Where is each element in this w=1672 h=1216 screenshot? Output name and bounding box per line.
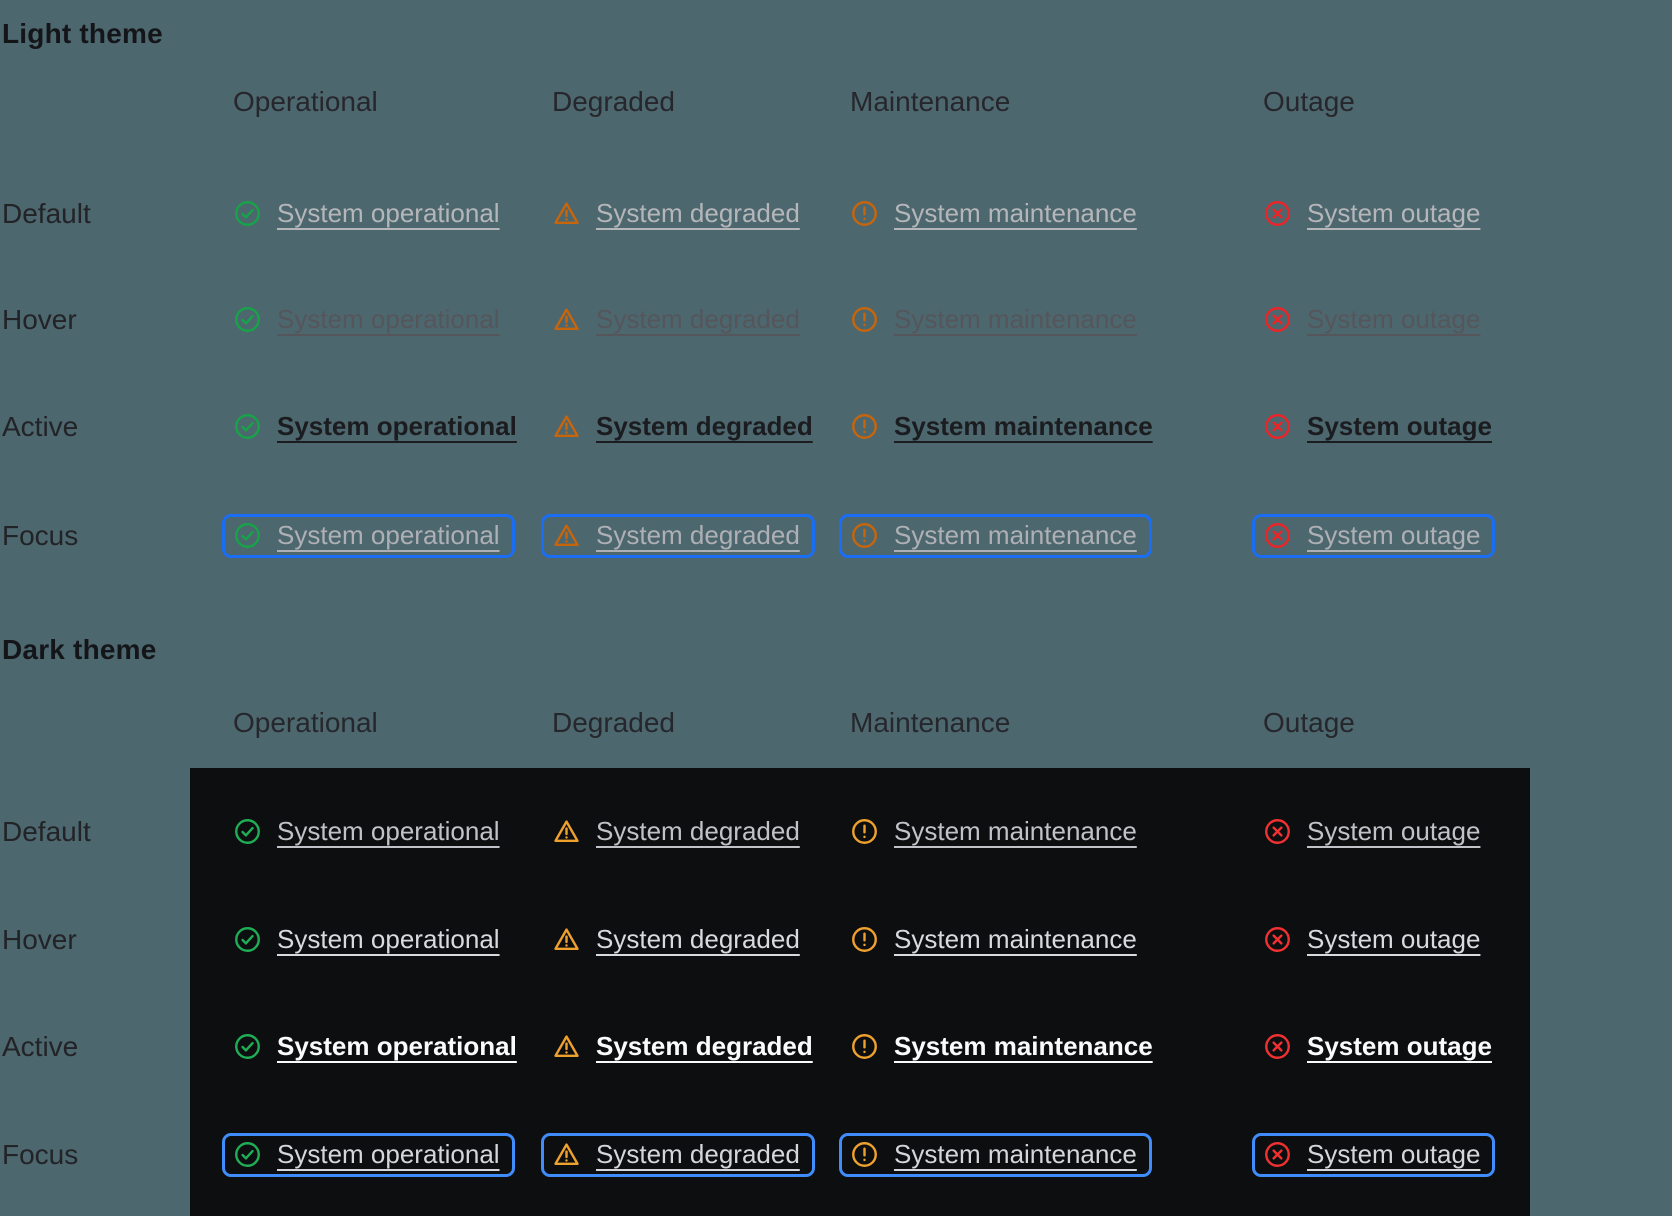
state-label-active: Active [2,411,79,442]
status-link-degraded-active[interactable] [552,404,828,450]
warning-triangle-icon [552,199,581,228]
alert-circle-icon [850,305,879,334]
alert-circle-icon [850,925,879,954]
column-header-operational: Operational [233,707,378,738]
alert-circle-icon [850,817,879,846]
light-theme-heading: Light theme [2,18,163,49]
check-circle-icon [233,1032,262,1061]
x-circle-icon [1263,925,1292,954]
check-circle-icon [233,1140,262,1169]
column-header-degraded: Degraded [552,86,675,117]
check-circle-icon [233,521,262,550]
status-link-label: System maintenance [894,198,1137,229]
x-circle-icon [1263,199,1292,228]
status-link-label: System operational [277,198,500,229]
status-link-operational-active[interactable] [233,404,532,450]
column-header-outage: Outage [1263,86,1355,117]
column-header-degraded: Degraded [552,707,675,738]
status-link-label: System degraded [596,520,800,551]
status-link-operational-active[interactable] [233,1024,532,1070]
status-link-label: System operational [277,1139,500,1170]
status-link-maintenance-active[interactable] [850,1024,1168,1070]
alert-circle-icon [850,1140,879,1169]
status-link-label: System operational [277,924,500,955]
status-link-label: System operational [277,411,517,442]
warning-triangle-icon [552,925,581,954]
status-link-label: System operational [277,304,500,335]
check-circle-icon [233,199,262,228]
column-header-operational: Operational [233,86,378,117]
status-link-outage-focus[interactable] [1263,513,1495,559]
light-hover-row [0,297,1672,343]
x-circle-icon [1263,817,1292,846]
status-link-operational-focus[interactable] [233,1132,515,1178]
x-circle-icon [1263,1140,1292,1169]
state-label-default: Default [2,198,91,229]
light-focus-row [0,513,1672,559]
status-link-operational-default[interactable] [233,191,515,237]
status-link-label: System maintenance [894,1031,1153,1062]
column-header-maintenance: Maintenance [850,86,1011,117]
light-active-row [0,404,1672,450]
status-link-degraded-focus[interactable] [552,513,815,559]
status-link-maintenance-focus[interactable] [850,513,1152,559]
check-circle-icon [233,412,262,441]
state-label-focus: Focus [2,1139,79,1170]
warning-triangle-icon [552,521,581,550]
check-circle-icon [233,305,262,334]
alert-circle-icon [850,412,879,441]
status-link-operational-focus[interactable] [233,513,515,559]
status-link-label: System maintenance [894,816,1137,847]
light-default-row [0,191,1672,237]
status-link-operational-hover[interactable] [233,917,515,963]
status-link-maintenance-hover[interactable] [850,297,1152,343]
alert-circle-icon [850,1032,879,1061]
status-link-label: System maintenance [894,924,1137,955]
status-link-outage-hover[interactable] [1263,917,1495,963]
dark-theme-heading: Dark theme [2,634,157,665]
status-link-label: System outage [1307,304,1481,335]
status-link-label: System maintenance [894,520,1137,551]
status-link-label: System outage [1307,816,1481,847]
dark-active-row [0,1024,1672,1070]
status-link-label: System degraded [596,198,800,229]
status-link-label: System outage [1307,198,1481,229]
dark-hover-row [0,917,1672,963]
warning-triangle-icon [552,817,581,846]
status-link-degraded-default[interactable] [552,809,815,855]
state-label-default: Default [2,816,91,847]
status-link-label: System degraded [596,411,813,442]
x-circle-icon [1263,521,1292,550]
status-link-maintenance-default[interactable] [850,191,1152,237]
dark-default-row [0,809,1672,855]
status-link-operational-hover[interactable] [233,297,515,343]
column-header-maintenance: Maintenance [850,707,1011,738]
column-header-outage: Outage [1263,707,1355,738]
status-link-label: System operational [277,1031,517,1062]
status-link-outage-focus[interactable] [1263,1132,1495,1178]
status-link-degraded-default[interactable] [552,191,815,237]
x-circle-icon [1263,1032,1292,1061]
status-link-outage-hover[interactable] [1263,297,1495,343]
status-link-maintenance-hover[interactable] [850,917,1152,963]
status-link-label: System degraded [596,304,800,335]
status-link-degraded-active[interactable] [552,1024,828,1070]
status-link-label: System maintenance [894,1139,1137,1170]
warning-triangle-icon [552,1140,581,1169]
status-link-label: System outage [1307,1031,1492,1062]
status-link-operational-default[interactable] [233,809,515,855]
status-link-label: System degraded [596,924,800,955]
alert-circle-icon [850,521,879,550]
status-link-label: System outage [1307,924,1481,955]
status-link-maintenance-focus[interactable] [850,1132,1152,1178]
state-label-hover: Hover [2,304,77,335]
status-link-label: System outage [1307,1139,1481,1170]
warning-triangle-icon [552,1032,581,1061]
status-link-degraded-focus[interactable] [552,1132,815,1178]
x-circle-icon [1263,412,1292,441]
status-link-label: System maintenance [894,304,1137,335]
status-link-degraded-hover[interactable] [552,297,815,343]
status-link-label: System maintenance [894,411,1153,442]
check-circle-icon [233,817,262,846]
check-circle-icon [233,925,262,954]
state-label-hover: Hover [2,924,77,955]
status-link-maintenance-default[interactable] [850,809,1152,855]
status-link-outage-active[interactable] [1263,404,1507,450]
status-link-label: System operational [277,520,500,551]
x-circle-icon [1263,305,1292,334]
status-link-label: System degraded [596,1139,800,1170]
dark-focus-row [0,1132,1672,1178]
state-label-focus: Focus [2,520,79,551]
status-link-outage-default[interactable] [1263,191,1495,237]
warning-triangle-icon [552,305,581,334]
warning-triangle-icon [552,412,581,441]
status-link-outage-default[interactable] [1263,809,1495,855]
status-link-outage-active[interactable] [1263,1024,1507,1070]
status-link-degraded-hover[interactable] [552,917,815,963]
status-link-maintenance-active[interactable] [850,404,1168,450]
status-link-label: System operational [277,816,500,847]
status-link-label: System degraded [596,1031,813,1062]
status-link-label: System outage [1307,411,1492,442]
status-link-label: System degraded [596,816,800,847]
status-link-label: System outage [1307,520,1481,551]
alert-circle-icon [850,199,879,228]
state-label-active: Active [2,1031,79,1062]
